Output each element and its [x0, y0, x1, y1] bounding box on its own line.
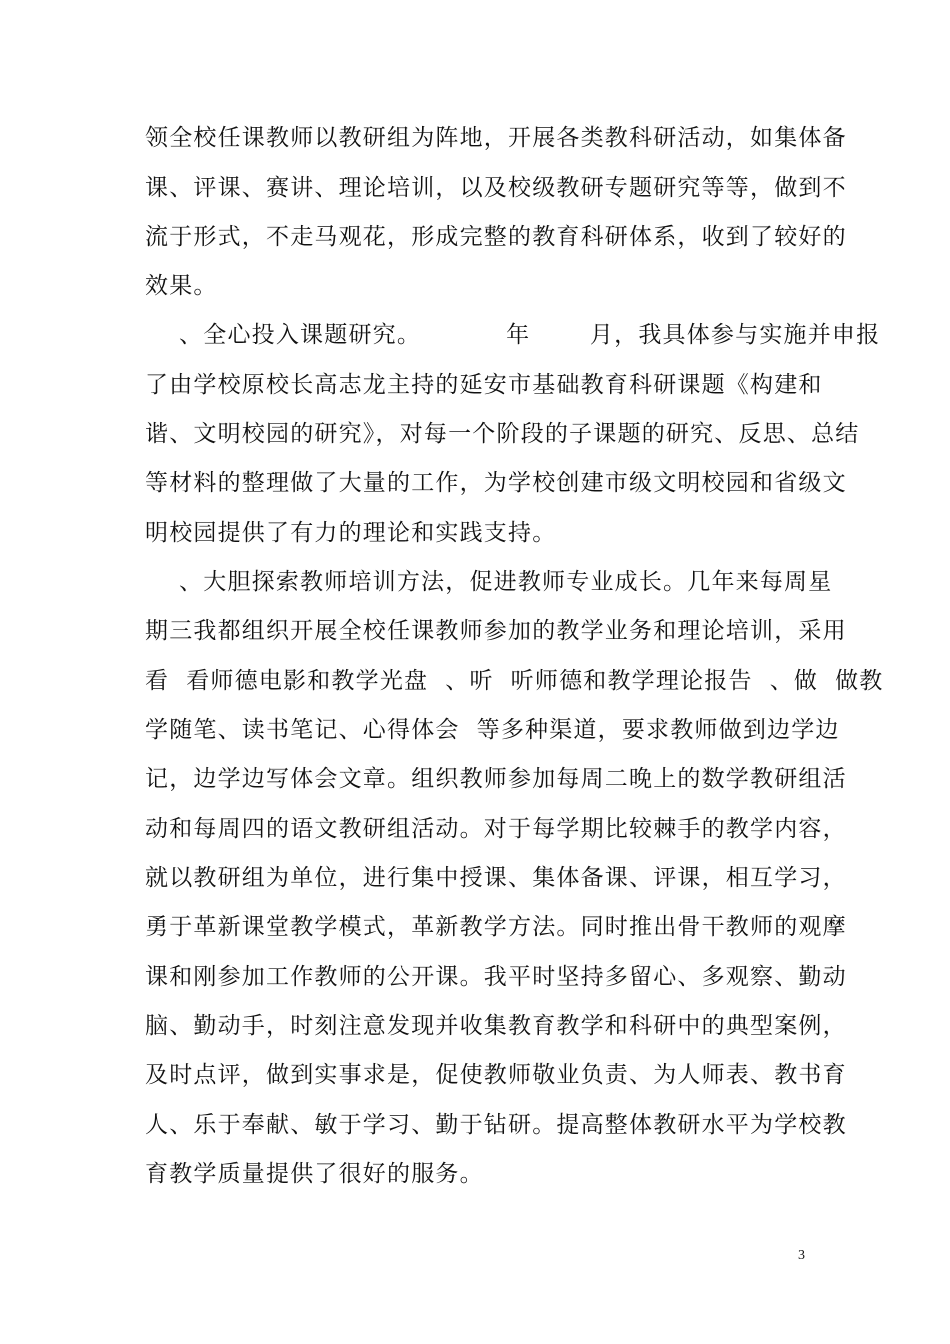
text-line: 谐、文明校园的研究》，对每一个阶段的子课题的研究、反思、总结 — [145, 421, 860, 447]
text-line: 勇于革新课堂教学模式，革新教学方法。同时推出骨干教师的观摩 — [145, 914, 847, 940]
text-line: 育教学质量提供了很好的服务。 — [145, 1161, 484, 1187]
text-line: 流于形式，不走马观花，形成完整的教育科研体系，收到了较好的 — [145, 224, 847, 250]
text-line: 看 看师德电影和教学光盘 、听 听师德和教学理论报告 、做 做教 — [145, 668, 884, 694]
text-line: 效果。 — [145, 273, 218, 299]
text-line: 课和刚参加工作教师的公开课。我平时坚持多留心、多观察、勤动 — [145, 964, 847, 990]
page-number: 3 — [798, 1248, 805, 1263]
text-line: 等材料的整理做了大量的工作，为学校创建市级文明校园和省级文 — [145, 470, 847, 496]
text-line: 明校园提供了有力的理论和实践支持。 — [145, 520, 557, 546]
text-line: 人、乐于奉献、敏于学习、勤于钻研。提高整体教研水平为学校教 — [145, 1112, 847, 1138]
text-line: 、大胆探索教师培训方法，促进教师专业成长。几年来每周星 — [145, 569, 833, 595]
text-line: 动和每周四的语文教研组活动。对于每学期比较棘手的教学内容， — [145, 816, 847, 842]
text-line: 及时点评，做到实事求是，促使教师敬业负责、为人师表、教书育 — [145, 1062, 847, 1088]
text-line: 、全心投入课题研究。 年 月，我具体参与实施并申报 — [145, 322, 881, 348]
text-line: 记，边学边写体会文章。组织教师参加每周二晚上的数学教研组活 — [145, 766, 847, 792]
text-line: 课、评课、赛讲、理论培训，以及校级教研专题研究等等，做到不 — [145, 175, 847, 201]
text-line: 就以教研组为单位，进行集中授课、集体备课、评课，相互学习， — [145, 865, 847, 891]
text-line: 领全校任课教师以教研组为阵地，开展各类教科研活动，如集体备 — [145, 125, 847, 151]
text-line: 了由学校原校长高志龙主持的延安市基础教育科研课题《构建和 — [145, 372, 823, 398]
text-line: 期三我都组织开展全校任课教师参加的教学业务和理论培训，采用 — [145, 618, 847, 644]
text-line: 学随笔、读书笔记、心得体会 等多种渠道，要求教师做到边学边 — [145, 717, 840, 743]
text-line: 脑、勤动手，时刻注意发现并收集教育教学和科研中的典型案例， — [145, 1013, 847, 1039]
